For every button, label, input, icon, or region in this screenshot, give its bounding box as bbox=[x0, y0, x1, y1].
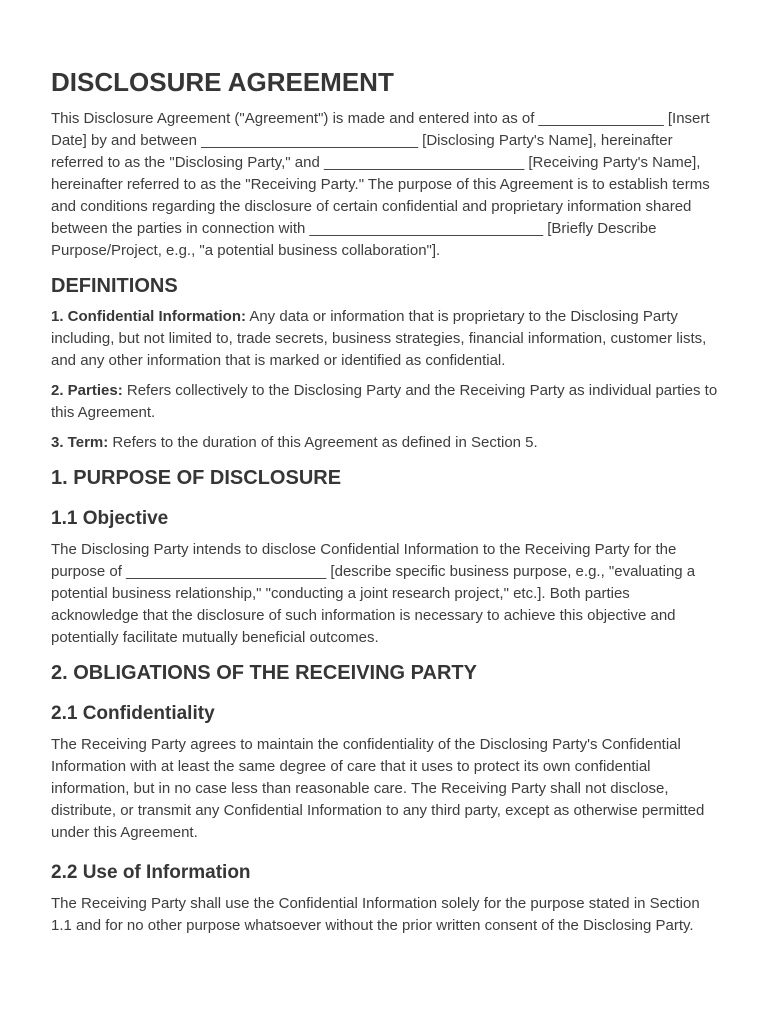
section-1-1-heading: 1.1 Objective bbox=[51, 508, 169, 530]
definition-term: 3. Term: bbox=[51, 434, 109, 452]
definition-item-term bbox=[51, 432, 719, 454]
section-2-1-heading: 2.1 Confidentiality bbox=[51, 702, 215, 724]
section-2-2-paragraph: The Receiving Party shall use the Confidential Information solely for the purpose stated in Section 1.1 and for no other purpose whatsoever without the prior written consent of the Disclosing Party. bbox=[51, 894, 700, 934]
document-title: DISCLOSURE AGREEMENT bbox=[51, 67, 394, 97]
section-2-2-heading: 2.2 Use of Information bbox=[51, 861, 251, 883]
section-2-1-paragraph: The Receiving Party agrees to maintain the confidentiality of the Disclosing Party's Confidential Information with at least the same degree of care that it uses to protect its own confidential information, but in no case less than reasonable care. The Receiving Party shall not disclose, distribute, or transmit any Confidential Information to any third party, except as otherwise permitted under this Agreement. bbox=[51, 735, 705, 841]
definition-text: Any data or information that is proprietary to the Disclosing Party including, but not limited to, trade secrets, business strategies, financial information, customer lists, and any other information that is marked or identified as confidential. bbox=[51, 308, 707, 370]
definition-text: Refers to the duration of this Agreement as defined in Section 5. bbox=[108, 434, 538, 452]
definition-term: 2. Parties: bbox=[51, 382, 123, 400]
section-1-heading: 1. PURPOSE OF DISCLOSURE bbox=[51, 467, 342, 490]
definition-item-parties bbox=[51, 380, 719, 424]
definition-text: Refers collectively to the Disclosing Party and the Receiving Party as individual parties to this Agreement. bbox=[51, 382, 718, 422]
definition-item-confidential-information bbox=[51, 306, 719, 372]
definition-term: 1. Confidential Information: bbox=[51, 308, 246, 326]
definitions-heading: DEFINITIONS bbox=[51, 275, 178, 298]
intro-paragraph: This Disclosure Agreement ("Agreement") is made and entered into as of _______________ [Insert Date] by and between __________________________ [Disclosing Party's Name], hereinafter referred to as the "Disclosing Party," and ________________________ [Receiving Party's Name], hereinafter referred to as the "Receiving Party." The purpose of this Agreement is to establish terms and conditions regarding the disclosure of certain confidential and proprietary information shared between the parties in connection with ____________________________ [Briefly Describe Purpose/Project, e.g., "a potential business collaboration"]. bbox=[51, 110, 710, 260]
section-2-heading: 2. OBLIGATIONS OF THE RECEIVING PARTY bbox=[51, 661, 477, 684]
section-1-1-paragraph: The Disclosing Party intends to disclose Confidential Information to the Receiving Party for the purpose of ________________________ [describe specific business purpose, e.g., "evaluating a potential business relationship," "conducting a joint research project," etc.]. Both parties acknowledge that the disclosure of such information is necessary to achieve this objective and potentially facilitate mutually beneficial outcomes. bbox=[51, 540, 696, 646]
